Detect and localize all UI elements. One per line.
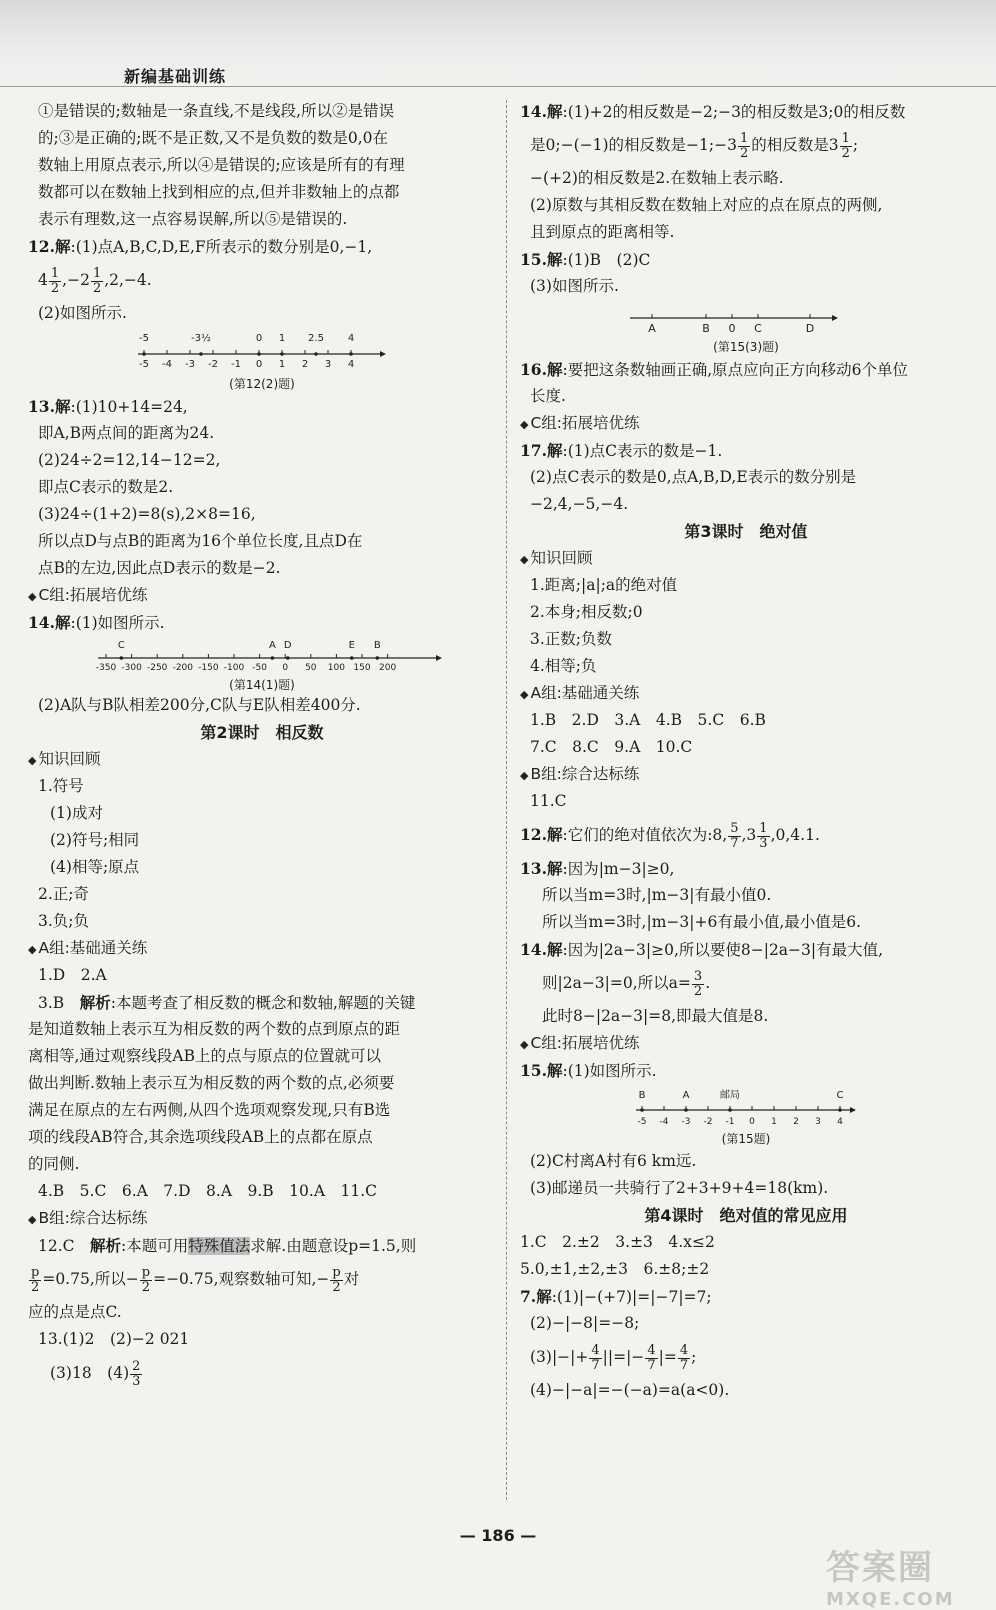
text: ||=|− — [602, 1348, 645, 1366]
point-label: C — [754, 322, 762, 335]
text-line: (2)符号;相同 — [50, 831, 140, 849]
answer-text: :(1)+2的相反数是−2;−3的相反数是3;0的相反数 — [562, 103, 906, 121]
tick-label: -150 — [198, 663, 219, 673]
figure-caption: (第12(2)题) — [229, 377, 295, 391]
tick-label: 1 — [278, 359, 286, 370]
question-number: 14. — [520, 940, 547, 959]
denominator: 2 — [693, 983, 703, 999]
numerator: 1 — [739, 130, 749, 146]
point-marker — [142, 352, 146, 356]
numerator: 2 — [132, 1358, 141, 1374]
question-number: 16. — [520, 360, 547, 379]
point-label: 邮局 — [720, 1090, 740, 1101]
answer-b12 — [28, 1232, 496, 1259]
text-line: (2)点C表示的数是0,点A,B,D,E表示的数分别是 — [530, 468, 857, 486]
figure-12 — [28, 327, 496, 393]
page-header — [0, 0, 996, 88]
text-line: 即点C表示的数是2. — [38, 478, 174, 496]
text: . — [705, 974, 711, 992]
page-number: — 186 — — [459, 1526, 537, 1545]
tick-label: 0 — [749, 1117, 755, 1127]
answer-label: 解 — [546, 102, 563, 121]
text: (3)18 (4) — [50, 1364, 130, 1382]
fraction — [692, 970, 704, 999]
point-marker — [838, 1108, 842, 1112]
text-line: 1.距离;|a|;a的绝对值 — [530, 576, 678, 594]
denominator: 3 — [132, 1373, 141, 1389]
text-line: 所以点D与点B的距离为16个单位长度,且点D在 — [38, 532, 363, 550]
page-number-value: 186 — [481, 1526, 515, 1545]
answer-label: 解 — [54, 613, 71, 632]
text-line: 4.相等;负 — [530, 657, 597, 675]
answer-b14 — [520, 936, 972, 963]
answer-15 — [520, 246, 972, 273]
lesson-title: 第4课时 绝对值的常见应用 — [644, 1206, 848, 1225]
point-label: 0 — [255, 333, 263, 344]
question-number: 12. — [520, 825, 547, 844]
text-line: 3.负;负 — [38, 912, 90, 930]
fraction — [645, 1344, 657, 1373]
answer-7-3 — [520, 1337, 972, 1377]
lesson-title: 第2课时 相反数 — [200, 723, 324, 742]
tick-label: -50 — [252, 663, 267, 673]
book-title: 新编基础训练 — [124, 67, 227, 86]
text: ; — [852, 136, 859, 154]
answer-text: :(1)点C表示的数是−1. — [562, 442, 723, 460]
figure-14 — [28, 636, 496, 692]
text-line: 2.本身;相反数;0 — [530, 603, 643, 621]
text-line: 所以当m=3时,|m−3|有最小值0. — [542, 886, 772, 904]
point-label: A — [648, 322, 656, 335]
numerator: 1 — [92, 265, 102, 281]
point-label: -5 — [139, 333, 149, 344]
diamond-icon: ◆ — [520, 1038, 529, 1051]
numerator: p — [141, 1264, 151, 1280]
figure-caption: (第14(1)题) — [229, 678, 295, 692]
fraction — [738, 132, 750, 161]
fraction — [49, 267, 61, 296]
text-line: (2)C村离A村有6 km远. — [530, 1152, 697, 1170]
denominator: 7 — [647, 1357, 656, 1373]
point-marker — [314, 352, 318, 356]
tick-label: -5 — [637, 1117, 647, 1127]
section-label: C组:拓展培优练 — [530, 1034, 640, 1052]
point-label: D — [805, 322, 815, 335]
section-heading — [520, 680, 972, 707]
point-marker — [280, 352, 284, 356]
tick-label: 200 — [379, 663, 397, 673]
answer-label: 解 — [546, 441, 563, 460]
text: ,2,−4. — [104, 271, 152, 289]
answer-text: :(1)B (2)C — [562, 251, 651, 269]
answer-label: 解 — [54, 237, 71, 256]
watermark-logo: 答案圈 — [826, 1548, 934, 1588]
fraction — [840, 132, 852, 161]
answer-text: :要把这条数轴画正确,原点应向正方向移动6个单位 — [562, 361, 908, 379]
answer-14 — [520, 98, 972, 125]
text-line: −2,4,−5,−4. — [530, 495, 629, 513]
question-number: 17. — [520, 441, 547, 460]
answer-text: :(1)如图所示. — [70, 614, 165, 632]
point-label: 4 — [347, 333, 355, 344]
text-line: (3)邮递员一共骑行了2+3+9+4=18(km). — [530, 1179, 829, 1197]
tick-label: -1 — [231, 359, 241, 370]
text-line: (4)−|−a|=−(−a)=a(a<0). — [530, 1381, 730, 1399]
tick-label: 3 — [324, 359, 332, 370]
denominator: 2 — [739, 145, 749, 161]
answer-text: :(1)10+14=24, — [70, 398, 188, 416]
denominator: 2 — [332, 1279, 341, 1295]
point-label: C — [117, 640, 125, 651]
section-label: B组:综合达标练 — [530, 765, 640, 783]
figure-caption: (第15题) — [721, 1132, 771, 1146]
text: =0.75,所以− — [42, 1270, 139, 1288]
text: |= — [658, 1348, 677, 1366]
text-line: 11.C — [530, 792, 567, 810]
text-line: 的;③是正确的;既不是正数,又不是负数的数是0,0在 — [38, 129, 389, 147]
column-divider — [506, 100, 507, 1500]
tick-label: 2 — [301, 359, 309, 370]
text: :本题可用 — [121, 1237, 189, 1255]
answer-label: 解 — [536, 1287, 552, 1306]
text-line: (2)−|−8|=−8; — [530, 1314, 640, 1332]
text-line: 1.C 2.±2 3.±3 4.x≤2 — [520, 1233, 715, 1251]
point-label: 1 — [278, 333, 286, 344]
text-line: 点B的左边,因此点D表示的数是−2. — [38, 559, 281, 577]
figure-15 — [520, 1084, 972, 1148]
text-line: 应的点是点C. — [28, 1303, 122, 1321]
point-marker — [640, 1108, 644, 1112]
highlighted-text: 特殊值法 — [188, 1237, 251, 1255]
tick-label: 0 — [282, 663, 289, 673]
section-heading — [520, 761, 972, 788]
denominator: 2 — [141, 1279, 151, 1295]
denominator: 2 — [92, 280, 102, 296]
denominator: 7 — [591, 1357, 600, 1373]
answer-17 — [520, 437, 972, 464]
text: =−0.75,观察数轴可知,− — [153, 1270, 330, 1288]
question-number: 15. — [520, 1061, 547, 1080]
answer-13 — [28, 393, 496, 420]
fraction — [757, 822, 769, 851]
point-label: C — [836, 1090, 844, 1101]
answer-text: :(1)点A,B,C,D,E,F所表示的数分别是0,−1, — [70, 238, 373, 256]
number-line-14 — [28, 636, 496, 676]
diamond-icon: ◆ — [28, 1213, 37, 1226]
point-marker — [286, 656, 290, 660]
text-line: 4.B 5.C 6.A 7.D 8.A 9.B 10.A 11.C — [38, 1182, 378, 1200]
denominator: 2 — [841, 145, 850, 161]
text-line: 3.正数;负数 — [530, 630, 613, 648]
tick-label: -1 — [725, 1117, 735, 1127]
answer-7 — [520, 1283, 972, 1310]
text-line: 7.C 8.C 9.A 10.C — [530, 738, 693, 756]
text: 对 — [343, 1270, 360, 1288]
text: ; — [691, 1348, 697, 1366]
question-number: 7. — [520, 1287, 537, 1306]
text-line: 表示有理数,这一点容易误解,所以⑤是错误的. — [38, 210, 348, 228]
question-number: 12. — [28, 237, 55, 256]
point-label: A — [268, 640, 276, 651]
tick-label: 4 — [347, 359, 355, 370]
answer-b14-continued — [520, 963, 972, 1003]
answer-3 — [28, 989, 496, 1016]
denominator: 3 — [759, 835, 768, 851]
fraction — [29, 1266, 41, 1295]
text: 是0;−(−1)的相反数是−1;−3 — [530, 136, 737, 154]
tick-label: -300 — [121, 663, 142, 673]
text-line: 离相等,通过观察线段AB上的点与原点的位置就可以 — [28, 1047, 382, 1065]
point-label: B — [702, 322, 710, 335]
text-line: 数轴上用原点表示,所以④是错误的;应该是所有的有理 — [38, 156, 405, 174]
left-column — [28, 98, 496, 1393]
point-label: E — [348, 640, 355, 651]
section-heading — [28, 1205, 496, 1232]
text-line: 2.正;奇 — [38, 885, 90, 903]
diamond-icon: ◆ — [520, 769, 529, 782]
fraction — [728, 822, 740, 851]
text-line: (2)A队与B队相差200分,C队与E队相差400分. — [38, 696, 361, 714]
numerator: 4 — [647, 1342, 656, 1358]
answer-label: 解 — [546, 360, 563, 379]
question-number: 12.C — [38, 1237, 75, 1255]
section-heading — [520, 545, 972, 572]
tick-label: 0 — [255, 359, 263, 370]
denominator: 2 — [50, 280, 60, 296]
point-marker — [350, 656, 354, 660]
text-line: (4)相等;原点 — [50, 858, 140, 876]
answer-b12 — [520, 815, 972, 855]
point-label: A — [682, 1090, 690, 1101]
text-line: −(+2)的相反数是2.在数轴上表示略. — [530, 169, 784, 187]
numerator: 3 — [693, 968, 703, 984]
text: (3)|−|+ — [530, 1348, 589, 1366]
answer-label: 解 — [546, 825, 563, 844]
text-line: 做出判断.数轴上表示互为相反数的两个数的点,必须要 — [28, 1074, 395, 1092]
tick-label: 3 — [815, 1117, 821, 1127]
point-label: B — [638, 1090, 646, 1101]
text: 的相反数是3 — [751, 136, 839, 154]
text-line: ①是错误的;数轴是一条直线,不是线段,所以②是错误 — [38, 102, 395, 120]
text-line: (2)如图所示. — [38, 304, 127, 322]
text-line: 且到原点的距离相等. — [530, 223, 675, 241]
answer-12-values — [28, 260, 496, 300]
diamond-icon: ◆ — [28, 943, 37, 956]
tick-label: -2 — [703, 1117, 713, 1127]
answer-label: 解 — [546, 940, 563, 959]
answer-text: :本题考查了相反数的概念和数轴,解题的关键 — [110, 994, 416, 1012]
answer-label: 解 — [546, 250, 563, 269]
numerator: 1 — [50, 265, 60, 281]
tick-label: -2 — [208, 359, 218, 370]
text-line: 满足在原点的左右两侧,从四个选项观察发现,只有B选 — [28, 1101, 391, 1119]
fraction — [140, 1266, 152, 1295]
point-marker — [120, 656, 124, 660]
text-line: 此时8−|2a−3|=8,即最大值是8. — [542, 1007, 769, 1025]
diamond-icon: ◆ — [520, 688, 529, 701]
denominator: 7 — [730, 835, 739, 851]
answer-text: :(1)|−(+7)|=|−7|=7; — [551, 1288, 712, 1306]
tick-label: -250 — [146, 663, 168, 673]
point-marker — [271, 656, 275, 660]
numerator: 1 — [841, 130, 850, 146]
tick-label: -5 — [139, 359, 149, 370]
tick-label: -3 — [185, 359, 195, 370]
tick-label: -350 — [95, 663, 117, 673]
text: :它们的绝对值依次为:8, — [562, 826, 728, 844]
diamond-icon: ◆ — [520, 553, 529, 566]
numerator: 4 — [591, 1342, 600, 1358]
denominator: 2 — [31, 1279, 40, 1295]
point-marker — [376, 656, 380, 660]
diamond-icon: ◆ — [28, 590, 37, 603]
text: ,3 — [741, 826, 757, 844]
answer-16 — [520, 356, 972, 383]
tick-label: -4 — [659, 1117, 669, 1127]
text-line: (3)24÷(1+2)=8(s),2×8=16, — [38, 505, 256, 523]
question-number: 13. — [520, 859, 547, 878]
point-marker — [349, 352, 353, 356]
text-line: 的同侧. — [28, 1155, 80, 1173]
numerator: p — [332, 1264, 341, 1280]
analysis-label: 解析 — [90, 1236, 122, 1255]
answer-c15 — [520, 1057, 972, 1084]
header-rule — [0, 86, 996, 87]
fraction — [678, 1344, 690, 1373]
tick-label: -200 — [172, 663, 194, 673]
answer-text: :因为|2a−3|≥0,所以要使8−|2a−3|有最大值, — [562, 941, 884, 959]
tick-label: 50 — [305, 663, 317, 673]
section-heading — [520, 410, 972, 437]
section-label: A组:基础通关练 — [38, 939, 148, 957]
section-label: A组:基础通关练 — [530, 684, 640, 702]
lesson-title: 第3课时 绝对值 — [684, 522, 808, 541]
fraction — [91, 267, 103, 296]
text-line: 长度. — [530, 387, 566, 405]
question-number: 14. — [28, 613, 55, 632]
question-number: 14. — [520, 102, 547, 121]
tick-label: -4 — [162, 359, 172, 370]
tick-label: 4 — [837, 1117, 843, 1127]
question-number: 3.B — [38, 994, 65, 1012]
point-label: -3½ — [191, 333, 211, 344]
section-heading — [28, 582, 496, 609]
right-column — [520, 98, 972, 1404]
text-line: 5.0,±1,±2,±3 6.±8;±2 — [520, 1260, 710, 1278]
text: 求解.由题意设p=1.5,则 — [250, 1237, 417, 1255]
point-label: D — [283, 640, 292, 651]
section-label: B组:综合达标练 — [38, 1209, 148, 1227]
text: ,0,4.1. — [770, 826, 820, 844]
text-line: (2)24÷2=12,14−12=2, — [38, 451, 221, 469]
text: ,−2 — [62, 271, 90, 289]
point-label: 2.5 — [308, 333, 324, 344]
answer-b13-continued — [28, 1353, 496, 1393]
answer-label: 解 — [546, 1061, 563, 1080]
tick-label: 2 — [793, 1117, 799, 1127]
tick-label: 150 — [353, 663, 371, 673]
answer-text: :(1)如图所示. — [562, 1062, 657, 1080]
point-marker — [684, 1108, 688, 1112]
text-line: (3)如图所示. — [530, 277, 619, 295]
watermark-url: MXQE.COM — [826, 1589, 955, 1610]
text-line: (1)成对 — [50, 804, 103, 822]
tick-label: -100 — [223, 663, 245, 673]
analysis-label: 解析 — [79, 993, 111, 1012]
numerator: 4 — [679, 1342, 689, 1358]
text-line: 所以当m=3时,|m−3|+6有最小值,最小值是6. — [542, 913, 862, 931]
number-line-12 — [28, 327, 496, 375]
section-label: C组:拓展培优练 — [530, 414, 640, 432]
number-line-15-3 — [520, 300, 972, 338]
point-marker — [199, 352, 203, 356]
answer-14 — [28, 609, 496, 636]
figure-15-3 — [520, 300, 972, 356]
fraction — [130, 1360, 142, 1389]
text-line: 即A,B两点间的距离为24. — [38, 424, 215, 442]
text-line: 项的线段AB符合,其余选项线段AB上的点都在原点 — [28, 1128, 373, 1146]
answer-label: 解 — [546, 859, 563, 878]
tick-label: 100 — [327, 663, 345, 673]
numerator: 5 — [730, 820, 739, 836]
text-line: (2)原数与其相反数在数轴上对应的点在原点的两侧, — [530, 196, 883, 214]
answer-b12-continued — [28, 1259, 496, 1299]
section-heading — [28, 746, 496, 773]
question-number: 13. — [28, 397, 55, 416]
text-line: 1.B 2.D 3.A 4.B 5.C 6.B — [530, 711, 766, 729]
point-label: 0 — [728, 322, 736, 335]
point-label: B — [373, 640, 381, 651]
text-line: 数都可以在数轴上找到相应的点,但并非数轴上的点都 — [38, 183, 400, 201]
tick-label: 1 — [771, 1117, 777, 1127]
figure-caption: (第15(3)题) — [713, 340, 779, 354]
diamond-icon: ◆ — [28, 754, 37, 767]
fraction — [589, 1344, 601, 1373]
text-line: 1.D 2.A — [38, 966, 107, 984]
answer-b13 — [520, 855, 972, 882]
section-heading — [520, 1030, 972, 1057]
denominator: 7 — [679, 1357, 689, 1373]
question-number: 15. — [520, 250, 547, 269]
answer-14-continued — [520, 125, 972, 165]
number-line-15 — [520, 1084, 972, 1130]
point-marker — [257, 352, 261, 356]
text-line: 是知道数轴上表示互为相反数的两个数的点到原点的距 — [28, 1020, 401, 1038]
diamond-icon: ◆ — [520, 418, 529, 431]
answer-label: 解 — [54, 397, 71, 416]
point-marker — [728, 1108, 732, 1112]
text-line: 1.符号 — [38, 777, 84, 795]
section-label: 知识回顾 — [38, 750, 101, 768]
answer-12 — [28, 233, 496, 260]
answer-text: :因为|m−3|≥0, — [562, 860, 675, 878]
text: 则|2a−3|=0,所以a= — [542, 974, 691, 992]
fraction — [330, 1266, 342, 1295]
numerator: p — [31, 1264, 40, 1280]
section-heading — [28, 935, 496, 962]
section-label: C组:拓展培优练 — [38, 586, 148, 604]
text-line: 13.(1)2 (2)−2 021 — [38, 1330, 190, 1348]
numerator: 1 — [759, 820, 768, 836]
section-label: 知识回顾 — [530, 549, 593, 567]
whole-part: 4 — [38, 271, 48, 289]
tick-label: -3 — [681, 1117, 691, 1127]
